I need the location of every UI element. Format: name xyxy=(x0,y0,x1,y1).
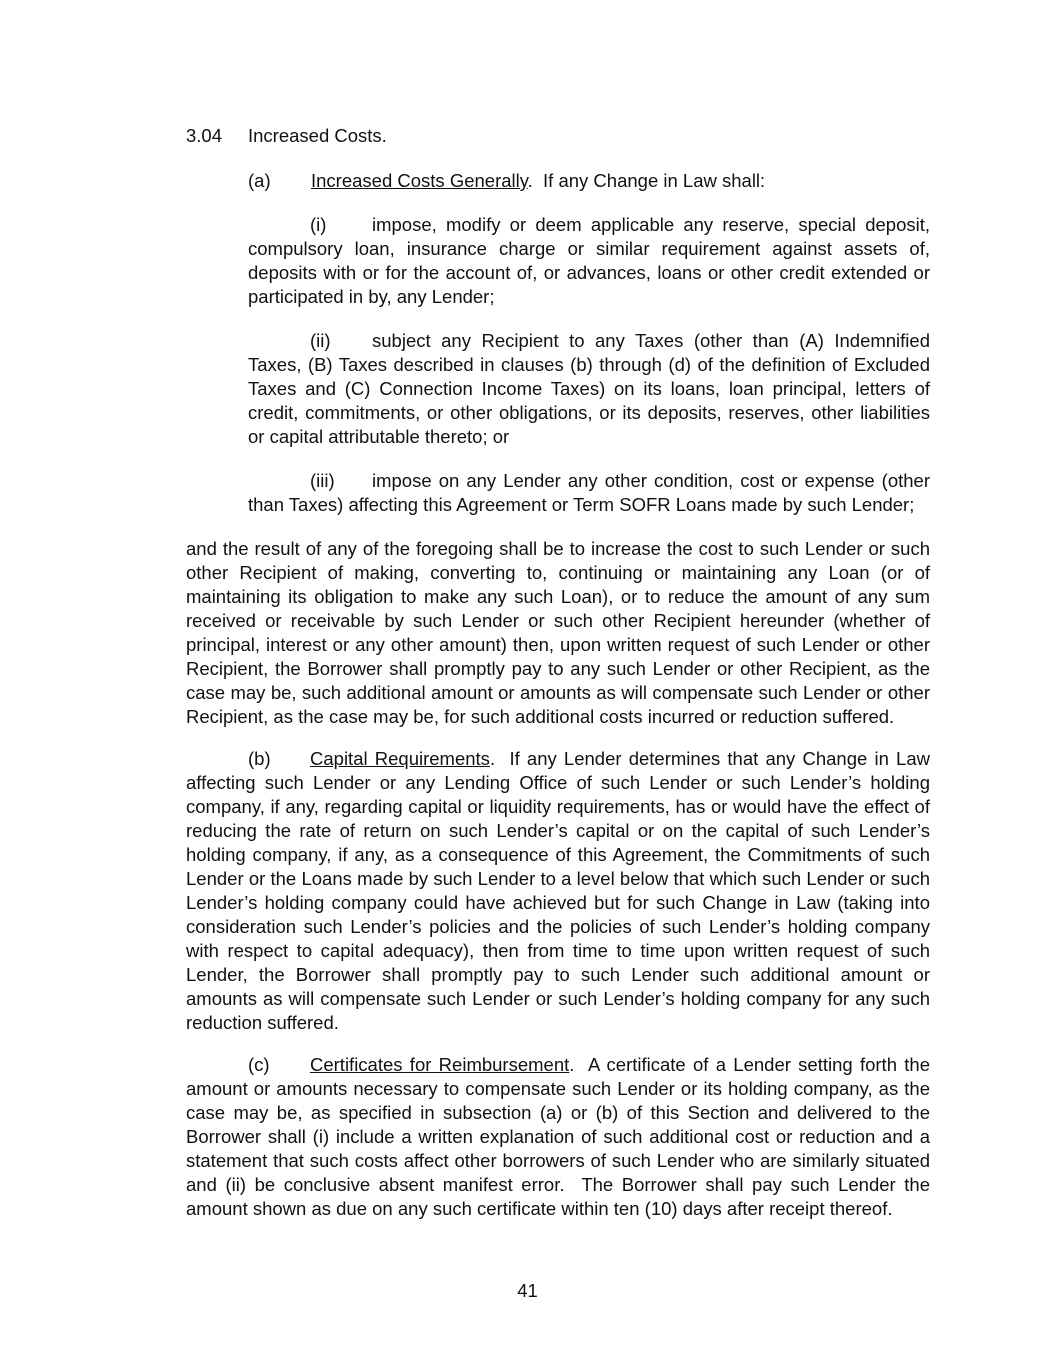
clause-i-text: impose, modify or deem applicable any reserve, special deposit, compulsory loan, insurance charge or similar requirement against assets of, deposits with or for the account of, or advances, loans or other credit extended or participated in by, any Lender; xyxy=(248,214,930,307)
paragraph-b-heading: Capital Requirements xyxy=(310,748,490,769)
paragraph-c-label: (c) xyxy=(248,1054,270,1075)
clause-i xyxy=(248,213,930,309)
clause-ii-text: subject any Recipient to any Taxes (other than (A) Indemnified Taxes, (B) Taxes described in clauses (b) through (d) of the definition of Excluded Taxes and (C) Connection Income Taxes) on its loans, loan principal, letters of credit, commitments, or other obligations, or its deposits, reserves, other liabilities or capital attributable thereto; or xyxy=(248,330,930,447)
clause-ii-label: (ii) xyxy=(310,330,331,351)
paragraph-b-heading-punct: . xyxy=(489,748,496,769)
paragraph-a-heading-punct: . xyxy=(527,170,533,191)
clause-iii xyxy=(248,469,930,517)
paragraph-a-label: (a) xyxy=(248,170,271,191)
section-number: 3.04 xyxy=(186,125,223,146)
clause-ii xyxy=(248,329,930,449)
page-number: 41 xyxy=(517,1280,538,1301)
clause-iii-label: (iii) xyxy=(310,470,335,491)
section-heading xyxy=(186,124,387,148)
section-title: Increased Costs. xyxy=(248,125,387,146)
paragraph-c-text: A certificate of a Lender setting forth the amount or amounts necessary to compensate such Lender or its holding company, as the case may be, as specified in subsection (a) or (b) of this Section and delivered to the Borrower shall (i) include a written explanation of such additional cost or reduction and a statement that such costs affect other borrowers of such Lender who are similarly situated and (ii) be conclusive absent manifest error. The Borrower shall pay such Lender the amount shown as due on any such certificate within ten (10) days after receipt thereof. xyxy=(186,1054,936,1219)
paragraph-a-heading: Increased Costs Generally xyxy=(311,170,528,191)
paragraph-a-text: If any Change in Law shall: xyxy=(532,170,766,191)
result-paragraph: and the result of any of the foregoing shall be to increase the cost to such Lender or such other Recipient of making, converting to, continuing or maintaining any Loan (or of maintaining its obligation to make any such Loan), or to reduce the amount of any sum received or receivable by such Lender or such other Recipient hereunder (whether of principal, interest or any other amount) then, upon written request of such Lender or other Recipient, the Borrower shall promptly pay to any such Lender or other Recipient, as the case may be, such additional amount or amounts as will compensate such Lender or other Recipient, as the case may be, for such additional costs incurred or reduction suffered. xyxy=(186,538,930,727)
paragraph-b-label: (b) xyxy=(248,748,271,769)
paragraph-c-heading: Certificates for Reimbursement xyxy=(310,1054,570,1075)
paragraph-c-heading-punct: . xyxy=(569,1054,575,1075)
paragraph-c xyxy=(186,1053,936,1221)
clause-iii-text: impose on any Lender any other condition, cost or expense (other than Taxes) affecting this Agreement or Term SOFR Loans made by such Lender; xyxy=(248,470,930,515)
paragraph-b xyxy=(186,747,936,1035)
clause-i-label: (i) xyxy=(310,214,327,235)
paragraph-b-text: If any Lender determines that any Change in Law affecting such Lender or any Lending Office of such Lender or such Lender’s holding company, if any, regarding capital or liquidity requirements, has or would have the effect of reducing the rate of return on such Lender’s capital or on the capital of such Lender’s holding company, if any, as a consequence of this Agreement, the Commitments of such Lender or the Loans made by such Lender to a level below that which such Lender or such Lender’s holding company could have achieved but for such Change in Law (taking into consideration such Lender’s policies and the policies of such Lender’s holding company with respect to capital adequacy), then from time to time upon written request of such Lender, the Borrower shall promptly pay to such Lender such additional amount or amounts as will compensate such Lender or such Lender’s holding company for any such reduction suffered. xyxy=(186,748,936,1033)
paragraph-a-lead xyxy=(248,169,765,193)
